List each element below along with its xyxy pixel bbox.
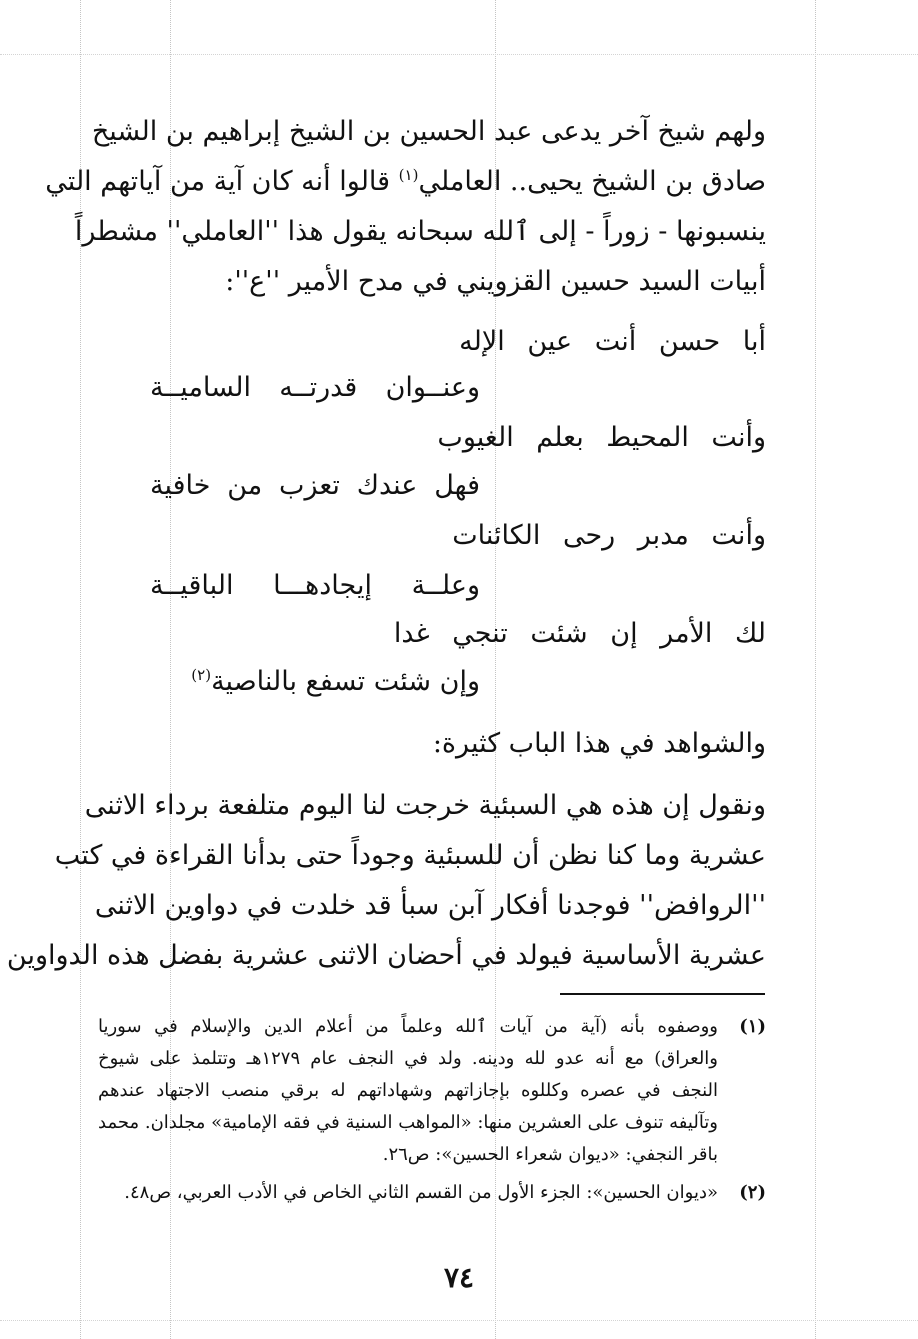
scan-guide-line: [815, 0, 816, 1339]
poem-verse: لك الأمر إن شئت تنجي غدا: [393, 618, 766, 649]
footnote-ref: (١): [398, 166, 419, 184]
poem-verse: وأنت المحيط بعلم الغيوب: [437, 422, 766, 453]
footnote-line: النجف في عصره وكللوه بإجازاتهم وشهاداتهم له برقي منصب الاجتهاد عندهم: [98, 1080, 718, 1101]
body-text: صادق بن الشيخ يحيى.. العاملي: [418, 166, 766, 197]
poem-verse: وعنــوان قدرتــه الساميــة: [150, 372, 480, 403]
footnote-ref: (٢): [191, 666, 212, 684]
page-number: ٧٤: [443, 1261, 475, 1294]
body-line: عشرية الأساسية فيولد في أحضان الاثنى عشرية بفضل هذه الدواوين: [6, 940, 766, 971]
poem-verse: فهل عندك تعزب من خافية: [150, 470, 480, 501]
footnote-line: وتآليفه تنوف على العشرين منها: «المواهب السنية في فقه الإمامية» مجلدان. محمد: [98, 1112, 718, 1133]
body-line: ولهم شيخ آخر يدعى عبد الحسين بن الشيخ إبراهيم بن الشيخ: [91, 116, 766, 147]
footnote-line: ووصفوه بأنه (آية من آيات ٱلله وعلماً من أعلام الدين والإسلام في سوريا: [98, 1016, 718, 1037]
footnote-separator: [560, 993, 765, 995]
footnote-number: (٢): [739, 1182, 766, 1203]
poem-verse: أبا حسن أنت عين الإله: [459, 326, 766, 357]
poem-verse: [150, 662, 480, 702]
body-line: ''الروافض'' فوجدنا أفكار آبن سبأ قد خلدت في دواوين الاثنى: [94, 890, 766, 921]
body-text: قالوا أنه كان آية من آياتهم التي: [45, 166, 391, 197]
body-line: أبيات السيد حسين القزويني في مدح الأمير ''ع'':: [225, 266, 766, 297]
poem-verse: وعلــة إيجادهـــا الباقيــة: [150, 570, 480, 601]
body-line: ونقول إن هذه هي السبئية خرجت لنا اليوم متلفعة برداء الاثنى: [84, 790, 766, 821]
body-line: [45, 162, 766, 202]
scan-guide-line: [0, 54, 918, 55]
body-line: ينسبونها - زوراً - إلى ٱلله سبحانه يقول هذا ''العاملي'' مشطراً: [74, 216, 766, 247]
footnote-line: «ديوان الحسين»: الجزء الأول من القسم الثاني الخاص في الأدب العربي، ص٤٨.: [124, 1182, 718, 1203]
poem-verse: وأنت مدبر رحى الكائنات: [452, 520, 766, 551]
footnote-line: والعراق) مع أنه عدو لله ودينه. ولد في النجف عام ١٢٧٩هـ وتتلمذ على شيوخ: [98, 1048, 718, 1069]
footnote-number: (١): [739, 1016, 766, 1037]
verse-text: وإن شئت تسفع بالناصية: [211, 666, 480, 697]
body-line: عشرية وما كنا نظن أن للسبئية وجوداً حتى بدأنا القراءة في كتب: [54, 840, 766, 871]
scan-guide-line: [0, 1320, 918, 1321]
footnote-line: باقر النجفي: «ديوان شعراء الحسين»: ص٢٦.: [382, 1144, 718, 1165]
body-line: والشواهد في هذا الباب كثيرة:: [432, 728, 766, 759]
